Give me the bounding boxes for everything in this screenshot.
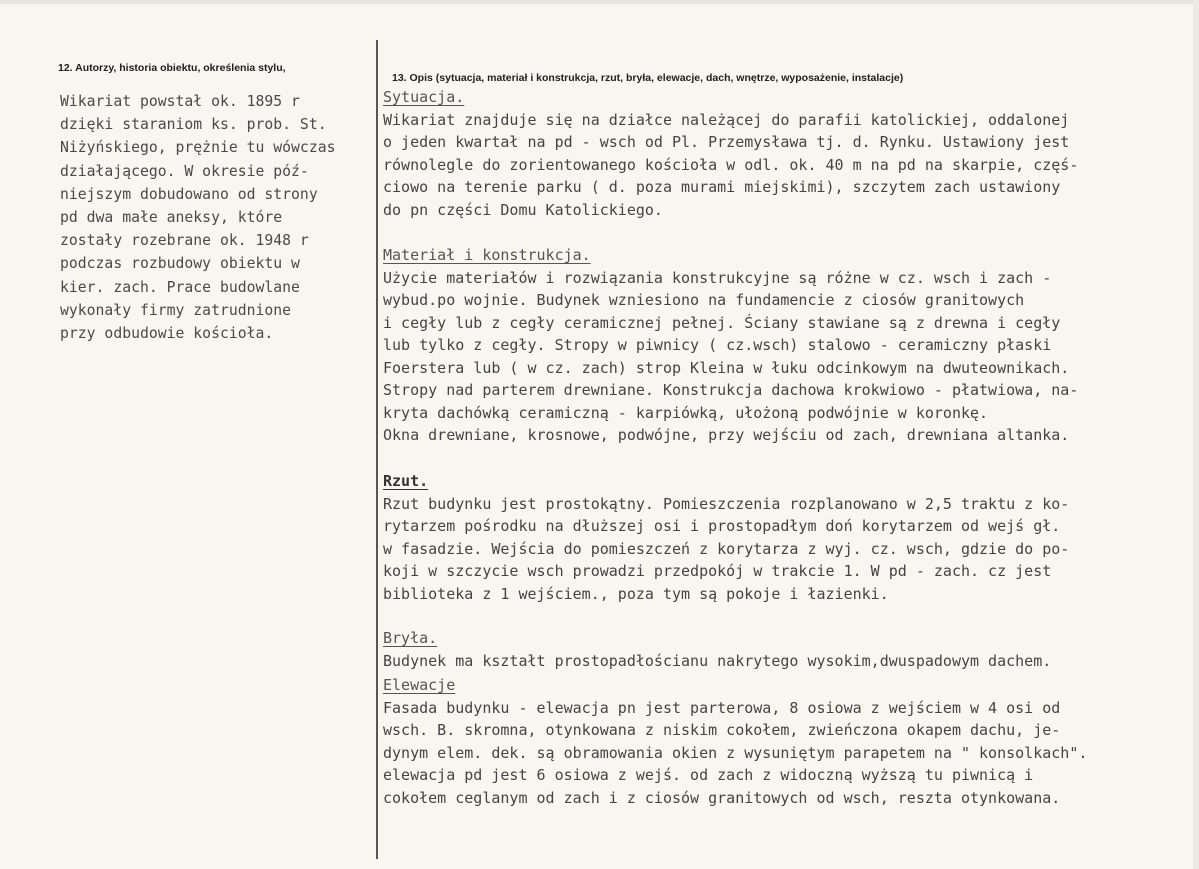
text-line: równolegle do zorientowanego kościoła w odl. ok. 40 m na pd na skarpie, częś- (383, 155, 1079, 174)
heading-elewacje: Elewacje (383, 676, 456, 694)
section-sytuacja (383, 86, 1078, 221)
text-line: działającego. W okresie póź- (60, 161, 309, 180)
text-line: cokołem ceglanym od zach i z ciosów granitowych od wsch, reszta otynkowana. (383, 788, 1061, 807)
text-line: rytarzem pośrodku na dłuższej osi i prostopadłym doń korytarzem od wejś gł. (383, 517, 1061, 535)
text-line: Rzut budynku jest prostokątny. Pomieszczenia rozplanowano w 2,5 traktu z ko- (383, 494, 1070, 513)
text-line: Budynek ma kształt prostopadłościanu nakrytego wysokim,dwuspadowym dachem. (383, 651, 1052, 670)
text-line: zostały rozebrane ok. 1948 r (60, 231, 309, 250)
page-right-edge (1193, 0, 1199, 869)
text-line: kryta dachówką ceramiczną - karpiówką, ułożoną podwójnie w koronkę. (383, 403, 989, 422)
heading-material: Materiał i konstrukcja. (383, 246, 591, 264)
heading-rzut: Rzut. (383, 472, 429, 490)
text-line: wykonały firmy zatrudnione (60, 300, 292, 319)
page-top-edge (0, 0, 1199, 4)
heading-bryla: Bryła. (383, 629, 438, 647)
text-line: Okna drewniane, krosnowe, podwójne, przy wejściu od zach, drewniana altanka. (383, 426, 1070, 444)
text-line: wsch. B. skromna, otynkowana z niskim cokołem, zwieńczona okapem dachu, je- (383, 721, 1061, 739)
section-13-header: 13. Opis (sytuacja, materiał i konstrukcja, rzut, bryła, elewacje, dach, wnętrze, wyposażenie, instalacje) (392, 72, 904, 84)
text-line: Wikariat powstał ok. 1895 r (60, 92, 300, 110)
text-line: podczas rozbudowy obiektu w (60, 254, 300, 273)
text-line: Niżyńskiego, prężnie tu wówczas (60, 138, 336, 157)
text-line: dynym elem. dek. są obramowania okien z wysuniętym parapetem na " konsolkach". (383, 743, 1088, 762)
text-line: wybud.po wojnie. Budynek wzniesiono na fundamencie z ciosów granitowych (383, 291, 1025, 309)
text-line: lub tylko z cegły. Stropy w piwnicy ( cz.wsch) stalowo - ceramiczny płaski (383, 336, 1052, 354)
text-line: niejszym dobudowano od strony (60, 184, 318, 203)
section-12-header: 12. Autorzy, historia obiektu, określenia stylu, (58, 62, 286, 74)
text-line: Foerstera lub ( w cz. zach) strop Kleina w łuku odcinkowym na dwuteownikach. (383, 358, 1070, 377)
text-line: Wikariat znajduje się na działce należącej do parafii katolickiej, oddalonej (383, 110, 1070, 129)
text-line: koji w szczycie wsch prowadzi przedpokój w trakcie 1. W pd - zach. cz jest (383, 562, 1052, 580)
section-12-text (60, 90, 370, 345)
text-line: przy odbudowie kościoła. (60, 324, 274, 343)
text-line: o jeden kwartał na pd - wsch od Pl. Przemysława tj. d. Rynku. Ustawiony jest (383, 133, 1070, 151)
section-material (383, 244, 1078, 447)
text-line: pd dwa małe aneksy, które (60, 208, 283, 227)
section-elewacje (383, 674, 1087, 809)
text-line: do pn części Domu Katolickiego. (383, 200, 663, 219)
section-bryla (383, 627, 1051, 672)
text-line: Fasada budynku - elewacja pn jest parterowa, 8 osiowa z wejściem w 4 osi od (383, 698, 1061, 717)
text-line: i cegły lub z cegły ceramicznej pełnej. Ściany stawiane są z drewna i cegły (383, 313, 1061, 332)
heading-sytuacja: Sytuacja. (383, 88, 465, 106)
text-line: w fasadzie. Wejścia do pomieszczeń z korytarza z wyj. cz. wsch, gdzie do po- (383, 539, 1070, 558)
text-line: biblioteka z 1 wejściem., poza tym są pokoje i łazienki. (383, 584, 889, 603)
section-rzut (383, 470, 1069, 605)
column-divider (376, 40, 378, 859)
text-line: kier. zach. Prace budowlane (60, 277, 300, 296)
text-line: Użycie materiałów i rozwiązania konstrukcyjne są różne w cz. wsch i zach - (383, 268, 1052, 287)
text-line: elewacja pd jest 6 osiowa z wejś. od zach z widoczną wyższą tu piwnicą i (383, 766, 1034, 784)
text-line: ciowo na terenie parku ( d. poza murami miejskimi), szczytem zach ustawiony (383, 178, 1061, 196)
text-line: Stropy nad parterem drewniane. Konstrukcja dachowa krokwiowo - płatwiowa, na- (383, 381, 1079, 399)
text-line: dzięki staraniom ks. prob. St. (60, 115, 327, 134)
